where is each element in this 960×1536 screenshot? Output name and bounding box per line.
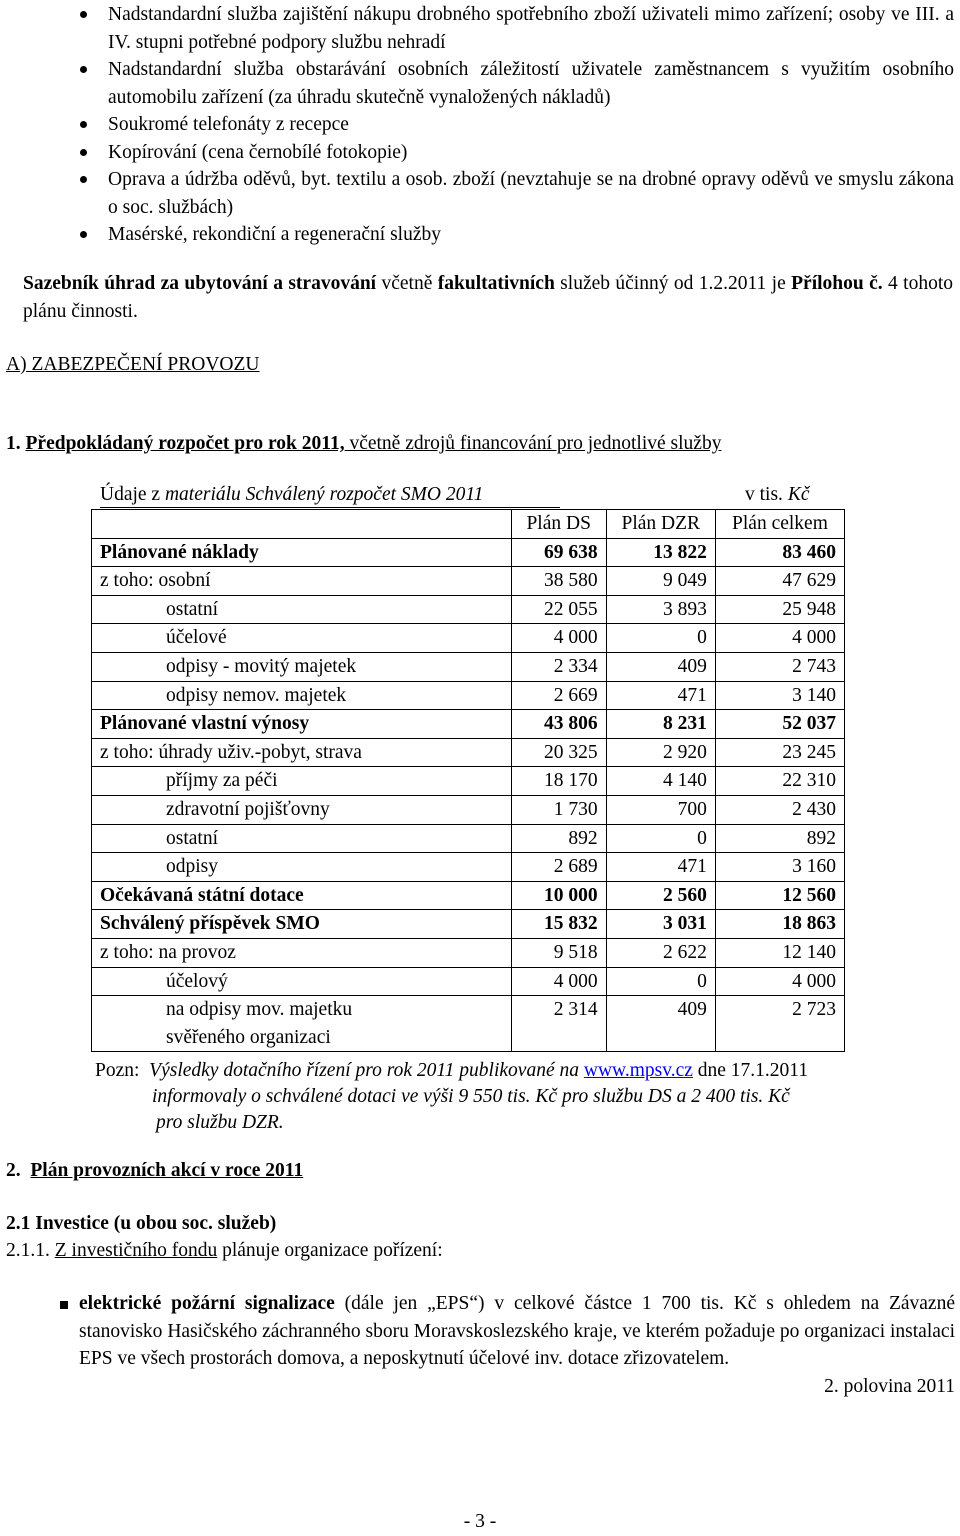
row-label	[92, 824, 512, 853]
table-row	[92, 910, 845, 939]
table-header-cell	[92, 510, 512, 539]
note-line-3: pro službu DZR.	[156, 1112, 284, 1133]
page-number: - 3 -	[463, 1511, 497, 1532]
value-cell-dzr: 2 560	[606, 881, 715, 910]
section-2-title: Plán provozních akcí v roce 2011	[30, 1160, 304, 1181]
value-cell-total: 4 000	[715, 967, 844, 996]
value-cell-total: 25 948	[715, 595, 844, 624]
value-cell-ds: 2 314	[511, 996, 606, 1052]
row-label-text: z toho: osobní	[100, 570, 211, 592]
value-cell-total: 83 460	[715, 538, 844, 567]
eps-text: (dále jen „EPS“) v celkové částce 1 700 tis. Kč s ohledem na Závazné stanovisko Hasičského záchranného sboru Moravskoslezského kraje, ve kterém požaduje po organizaci instalaci EPS ve všech prostorách domova, a neposkytnutí účelové inv. dotace zřizovatelem.	[79, 1293, 955, 1369]
table-row	[92, 938, 845, 967]
table-header-cell: Plán celkem	[715, 510, 844, 539]
value-cell-ds: 4 000	[511, 624, 606, 653]
mpsv-link[interactable]: www.mpsv.cz	[583, 1060, 693, 1081]
value-cell-total: 18 863	[715, 910, 844, 939]
row-label-text: ostatní	[166, 827, 218, 849]
table-row	[92, 967, 845, 996]
value-cell-total: 12 560	[715, 881, 844, 910]
sazebnik-bold-text: fakultativních	[437, 273, 555, 294]
value-cell-dzr: 4 140	[606, 767, 715, 796]
caption-prefix: Údaje z	[100, 484, 165, 505]
value-cell-ds: 18 170	[511, 767, 606, 796]
section-2-heading	[6, 1157, 303, 1185]
value-cell-dzr: 3 893	[606, 595, 715, 624]
service-bullet-item: Kopírování (cena černobílé fotokopie)	[76, 139, 954, 167]
section-2-1-1-rest: plánuje organizace pořízení:	[217, 1240, 443, 1261]
service-bullet-item: Masérské, rekondiční a regenerační služby	[76, 221, 954, 249]
row-label-text: z toho: na provoz	[100, 941, 236, 963]
table-row	[92, 996, 845, 1052]
value-cell-dzr: 0	[606, 624, 715, 653]
row-label	[92, 967, 512, 996]
value-cell-total: 12 140	[715, 938, 844, 967]
table-row	[92, 567, 845, 596]
row-label-text: na odpisy mov. majetku	[166, 999, 353, 1021]
note-text: Výsledky dotačního řízení pro rok 2011 publikované na	[149, 1060, 584, 1081]
section-a-heading: A) ZABEZPEČENÍ PROVOZU	[6, 354, 260, 375]
value-cell-ds: 4 000	[511, 967, 606, 996]
section-1-heading	[6, 430, 721, 458]
caption-unit-currency: Kč	[787, 484, 810, 505]
value-cell-ds: 69 638	[511, 538, 606, 567]
value-cell-ds: 2 689	[511, 853, 606, 882]
eps-date: 2. polovina 2011	[824, 1375, 955, 1397]
row-label-text: Plánované vlastní výnosy	[100, 713, 310, 735]
note-text-date: dne 17.1.2011	[692, 1060, 809, 1081]
caption-unit: v tis.	[745, 484, 788, 505]
table-row	[92, 881, 845, 910]
row-label	[92, 710, 512, 739]
value-cell-ds: 9 518	[511, 938, 606, 967]
value-cell-dzr: 409	[606, 652, 715, 681]
table-row	[92, 824, 845, 853]
sazebnik-paragraph	[23, 270, 953, 325]
sazebnik-text: 4 tohoto plánu činnosti.	[23, 273, 954, 322]
table-row	[92, 624, 845, 653]
table-row	[92, 738, 845, 767]
section-1-title-bold: Předpokládaný rozpočet pro rok 2011,	[25, 433, 345, 454]
value-cell-total: 892	[715, 824, 844, 853]
note-line-2: informovaly o schválené dotaci ve výši 9 550 tis. Kč pro službu DS a 2 400 tis. Kč	[152, 1086, 790, 1107]
value-cell-ds: 20 325	[511, 738, 606, 767]
value-cell-total: 52 037	[715, 710, 844, 739]
value-cell-dzr: 13 822	[606, 538, 715, 567]
section-number: 2.1.1.	[6, 1240, 55, 1261]
table-caption-source	[100, 482, 560, 508]
eps-bold-text: elektrické požární signalizace	[79, 1293, 335, 1314]
row-label	[92, 910, 512, 939]
row-label-text: odpisy	[166, 856, 219, 878]
value-cell-total: 2 743	[715, 652, 844, 681]
table-row	[92, 767, 845, 796]
value-cell-total: 2 430	[715, 795, 844, 824]
row-label	[92, 853, 512, 882]
row-label	[92, 795, 512, 824]
row-label	[92, 595, 512, 624]
section-2-1-heading: 2.1 Investice (u obou soc. služeb)	[6, 1213, 277, 1234]
row-label	[92, 938, 512, 967]
service-bullet-item: Oprava a údržba oděvů, byt. textilu a osob. zboží (nevztahuje se na drobné opravy oděvů ve smyslu zákona o soc. službách)	[76, 166, 954, 221]
value-cell-dzr: 3 031	[606, 910, 715, 939]
service-bullet-item: Soukromé telefonáty z recepce	[76, 111, 954, 139]
eps-paragraph	[79, 1290, 955, 1373]
row-label	[92, 538, 512, 567]
value-cell-total: 2 723	[715, 996, 844, 1052]
note-prefix: Pozn:	[95, 1060, 140, 1081]
value-cell-dzr: 0	[606, 824, 715, 853]
value-cell-dzr: 8 231	[606, 710, 715, 739]
row-label-text: příjmy za péči	[166, 770, 278, 792]
table-row	[92, 538, 845, 567]
value-cell-total: 4 000	[715, 624, 844, 653]
row-label-text: ostatní	[166, 598, 218, 620]
row-label-text: Plánované náklady	[100, 541, 259, 563]
row-label-text: zdravotní pojišťovny	[166, 798, 330, 820]
table-row	[92, 795, 845, 824]
row-label-text: účelový	[166, 970, 228, 992]
value-cell-ds: 38 580	[511, 567, 606, 596]
table-row	[92, 681, 845, 710]
service-bullet-item: Nadstandardní služba obstarávání osobních záležitostí uživatele zaměstnancem s využitím osobního automobilu zařízení (za úhradu skutečně vynaložených nákladů)	[76, 56, 954, 111]
row-label-text: Schválený příspěvek SMO	[100, 913, 320, 935]
value-cell-ds: 10 000	[511, 881, 606, 910]
value-cell-dzr: 409	[606, 996, 715, 1052]
value-cell-ds: 15 832	[511, 910, 606, 939]
row-label-text: Očekávaná státní dotace	[100, 884, 304, 906]
square-bullet-icon	[60, 1301, 68, 1309]
value-cell-ds: 2 334	[511, 652, 606, 681]
table-header-cell: Plán DZR	[606, 510, 715, 539]
services-bullet-list	[76, 1, 954, 249]
value-cell-total: 3 160	[715, 853, 844, 882]
row-label	[92, 652, 512, 681]
table-header-cell: Plán DS	[511, 510, 606, 539]
value-cell-dzr: 9 049	[606, 567, 715, 596]
row-label	[92, 996, 512, 1052]
sazebnik-text: včetně	[376, 273, 438, 294]
value-cell-total: 47 629	[715, 567, 844, 596]
sazebnik-text: služeb účinný od 1.2.2011 je	[554, 273, 792, 294]
value-cell-ds: 1 730	[511, 795, 606, 824]
row-label-text: účelové	[166, 627, 227, 649]
value-cell-dzr: 2 920	[606, 738, 715, 767]
sazebnik-bold-text: Sazebník úhrad za ubytování a stravování	[23, 273, 377, 294]
row-label-text: odpisy nemov. majetek	[166, 684, 347, 706]
value-cell-dzr: 471	[606, 681, 715, 710]
note-line-1	[95, 1058, 955, 1084]
budget-table	[91, 509, 845, 1052]
caption-source: materiálu Schválený rozpočet SMO 2011	[164, 484, 484, 505]
table-row	[92, 853, 845, 882]
sazebnik-bold-text: Přílohou č.	[791, 273, 883, 294]
row-label-text: z toho: úhrady uživ.-pobyt, strava	[100, 741, 362, 763]
section-number: 1.	[6, 433, 21, 454]
value-cell-total: 3 140	[715, 681, 844, 710]
value-cell-ds: 2 669	[511, 681, 606, 710]
table-header-row	[92, 510, 845, 539]
eps-item	[60, 1290, 955, 1400]
value-cell-ds: 892	[511, 824, 606, 853]
row-label-text: odpisy - movitý majetek	[166, 655, 357, 677]
service-bullet-item: Nadstandardní služba zajištění nákupu drobného spotřebního zboží uživateli mimo zařízení; osoby ve III. a IV. stupni potřebné podpory službu nehradí	[76, 1, 954, 56]
section-1-title	[26, 433, 722, 454]
value-cell-ds: 22 055	[511, 595, 606, 624]
value-cell-total: 23 245	[715, 738, 844, 767]
value-cell-dzr: 0	[606, 967, 715, 996]
table-caption-unit	[745, 482, 809, 507]
investment-fund-text: Z investičního fondu	[54, 1240, 218, 1261]
section-1-title-rest: včetně zdrojů financování pro jednotlivé služby	[344, 433, 722, 454]
row-label	[92, 738, 512, 767]
value-cell-dzr: 2 622	[606, 938, 715, 967]
section-number: 2.	[6, 1160, 21, 1181]
note-block	[95, 1058, 955, 1136]
table-row	[92, 595, 845, 624]
table-row	[92, 652, 845, 681]
row-label-text-continued: svěřeného organizaci	[166, 1026, 331, 1048]
value-cell-ds: 43 806	[511, 710, 606, 739]
row-label	[92, 767, 512, 796]
table-row	[92, 710, 845, 739]
value-cell-total: 22 310	[715, 767, 844, 796]
row-label	[92, 624, 512, 653]
row-label	[92, 567, 512, 596]
section-2-1-1-heading	[6, 1237, 443, 1265]
value-cell-dzr: 700	[606, 795, 715, 824]
row-label	[92, 881, 512, 910]
value-cell-dzr: 471	[606, 853, 715, 882]
row-label	[92, 681, 512, 710]
